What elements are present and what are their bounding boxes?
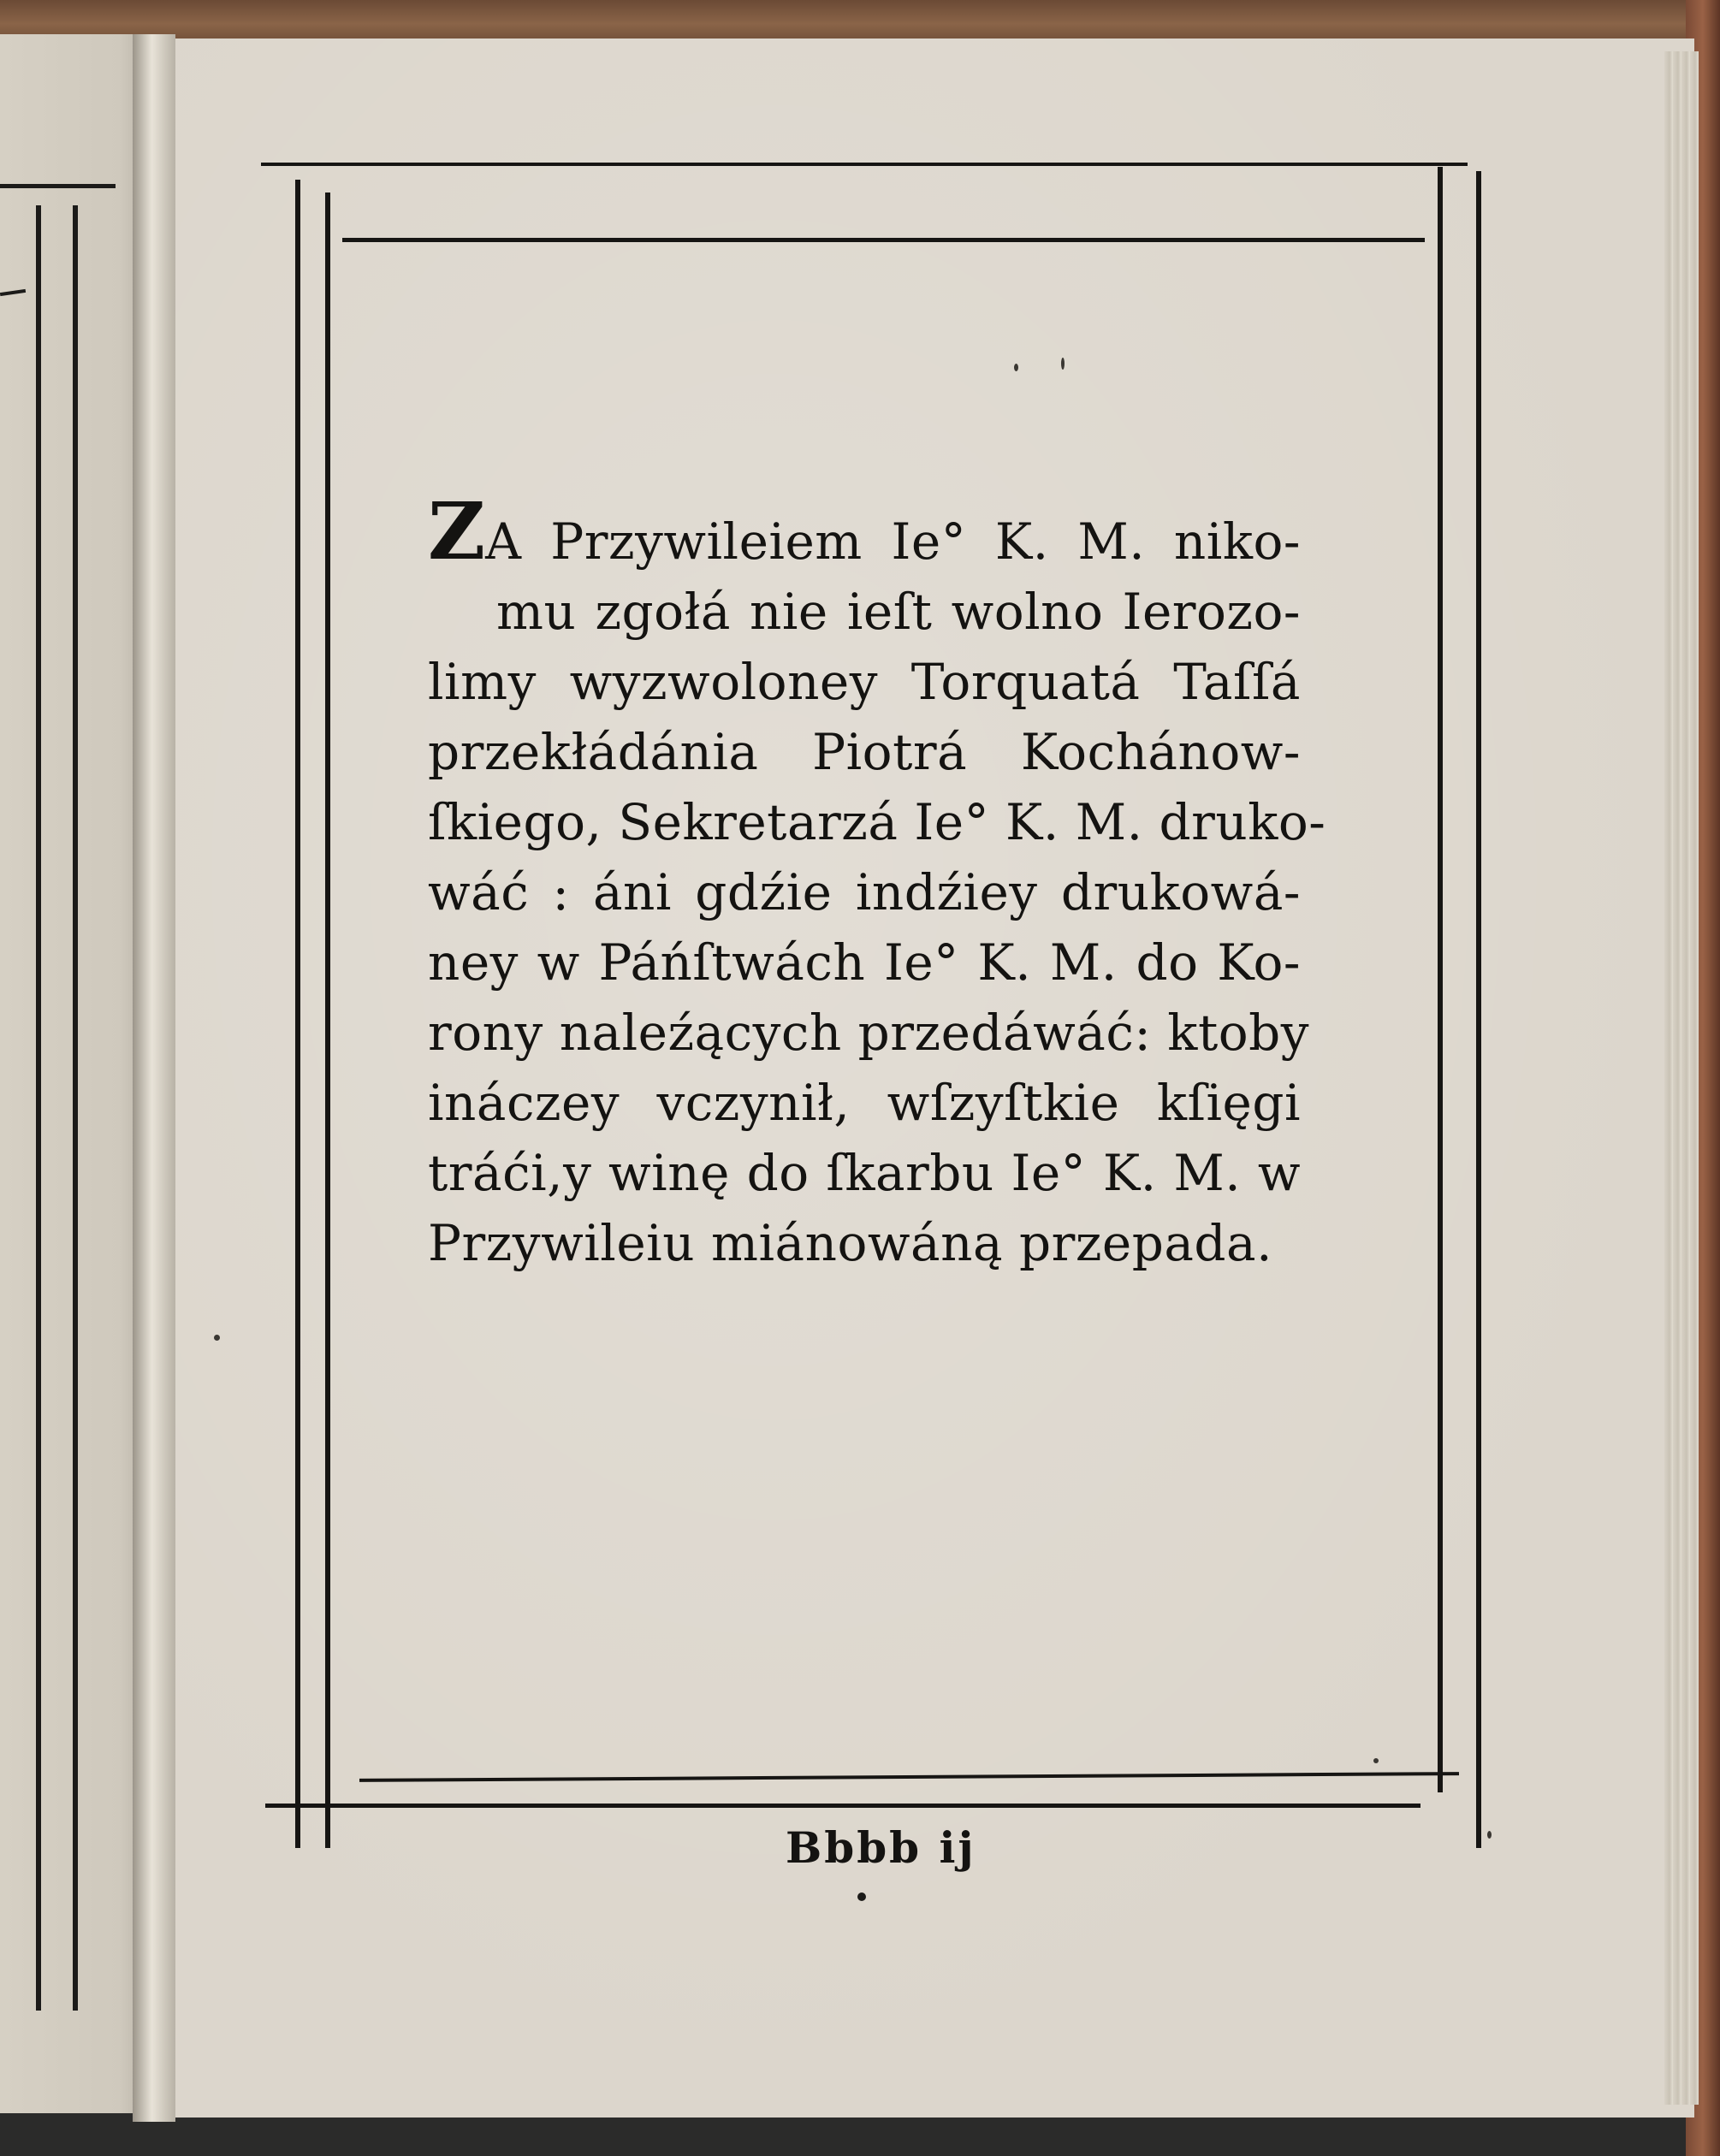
signature-dot [857, 1892, 866, 1901]
previous-page-frame-line [73, 205, 78, 2011]
text-line-7: ney w Páńſtwách Ie° K. M. do Ko- [428, 933, 1301, 992]
page-fore-edges [1664, 51, 1699, 2105]
frame-right-outer-rule [1476, 171, 1481, 1848]
frame-top-outer-rule [261, 163, 1468, 166]
book-gutter [133, 34, 175, 2122]
text-line-2: mu zgołá nie ieſt wolno Ierozo- [496, 583, 1301, 641]
previous-page-mark [0, 289, 26, 296]
text-line-8: rony naleźących przedáwáć: ktoby [428, 1004, 1310, 1062]
frame-top-inner-rule [342, 238, 1425, 242]
text-line-11: Przywileiu miánowáną przepada. [428, 1214, 1273, 1272]
text-line-1: ZA Przywileiem Ie° K. M. niko- [428, 485, 1301, 578]
privilege-notice [428, 485, 1326, 1278]
signature-mark: Bbbb ij [786, 1822, 976, 1873]
text-line-6: wáć : áni gdźie indźiey drukowá- [428, 863, 1301, 921]
frame-right-inner-rule [1438, 167, 1443, 1792]
paper-speck [1487, 1831, 1492, 1839]
frame-left-inner-rule [325, 192, 330, 1848]
frame-bottom-outer-rule [265, 1804, 1420, 1808]
text-line-4: przekłádánia Piotrá Kochánow- [428, 723, 1301, 781]
paper-speck [1061, 358, 1065, 370]
text-line-5: ſkiego, Sekretarzá Ie° K. M. druko- [428, 793, 1326, 851]
previous-page-rule [0, 184, 116, 188]
frame-left-outer-rule [295, 180, 300, 1848]
paper-speck [1014, 364, 1018, 371]
drop-cap: Z [428, 485, 486, 578]
text-line-9: ináczey vczynił, wſzyſtkie kſięgi [428, 1074, 1301, 1132]
previous-page-frame-line [36, 205, 41, 2011]
text-line-10: tráći,y winę do ſkarbu Ie° K. M. w [428, 1144, 1301, 1202]
text-line-3: limy wyzwoloney Torquatá Taſſá [428, 653, 1301, 711]
paper-speck [214, 1335, 220, 1341]
paper-speck [1373, 1758, 1379, 1763]
